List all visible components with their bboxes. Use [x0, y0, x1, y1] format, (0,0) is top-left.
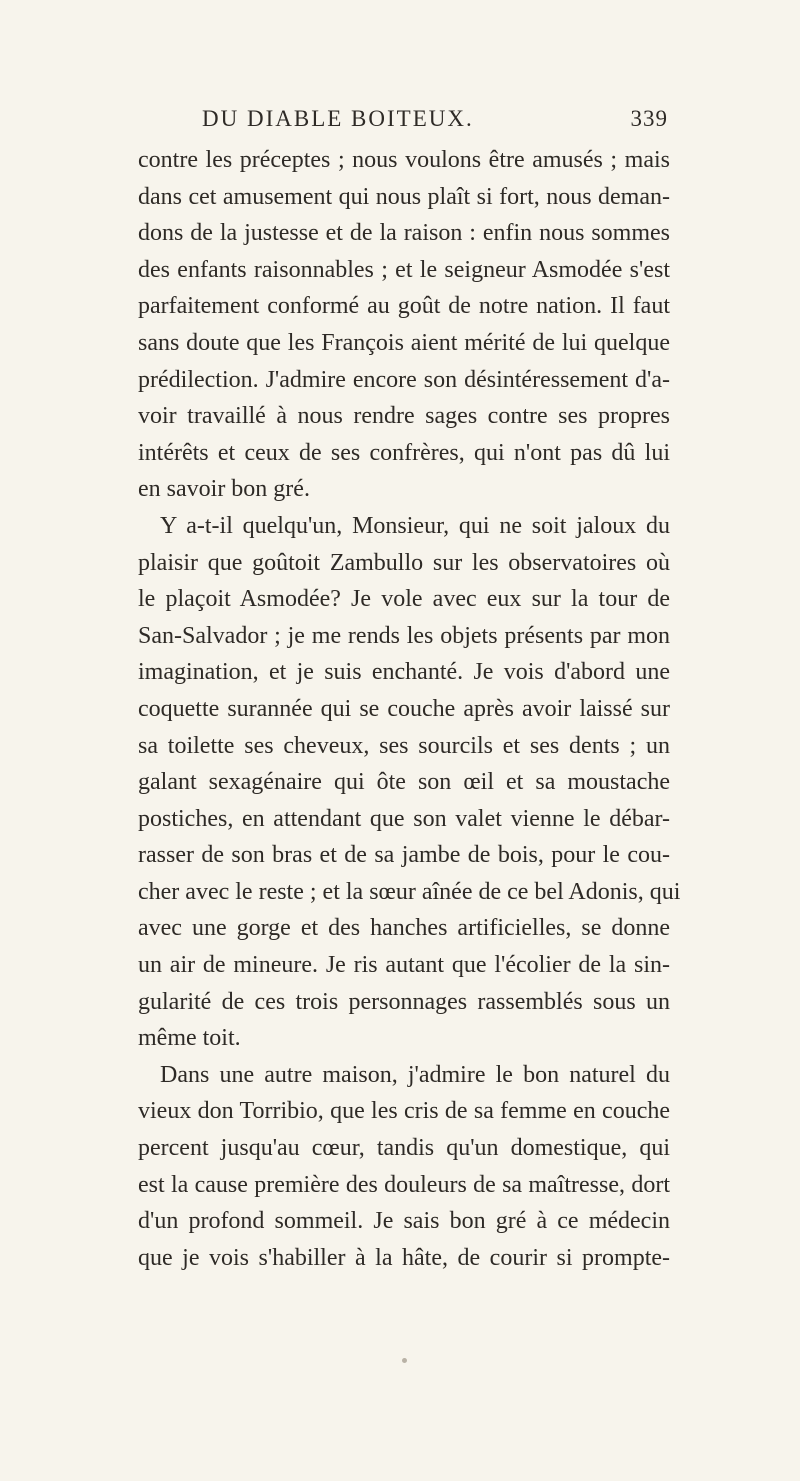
text-line: plaisir que goûtoit Zambullo sur les observatoires où	[138, 549, 670, 576]
text-line: intérêts et ceux de ses confrères, qui n'ont pas dû lui	[138, 439, 670, 466]
ink-speck	[402, 1358, 407, 1363]
running-title: DU DIABLE BOITEUX.	[202, 106, 474, 131]
text-line: parfaitement conformé au goût de notre nation. Il faut	[138, 293, 670, 320]
text-line: cher avec le reste ; et la sœur aînée de ce bel Adonis, qui	[138, 878, 681, 905]
text-line: contre les préceptes ; nous voulons être amusés ; mais	[138, 147, 670, 173]
text-line: rasser de son bras et de sa jambe de bois, pour le cou-	[138, 842, 670, 869]
text-line: sans doute que les François aient mérité de lui quelque	[138, 329, 670, 356]
text-line: dons de la justesse et de la raison : enfin nous sommes	[138, 220, 670, 247]
text-line: en savoir bon gré.	[138, 476, 310, 503]
paragraph-start-line: Y a-t-il quelqu'un, Monsieur, qui ne soit jaloux du	[160, 512, 670, 539]
text-line: prédilection. J'admire encore son désintéressement d'a-	[138, 366, 670, 393]
text-line: postiches, en attendant que son valet vienne le débar-	[138, 805, 670, 832]
text-line: avec une gorge et des hanches artificielles, se donne	[138, 915, 670, 942]
text-line: gularité de ces trois personnages rassemblés sous un	[138, 988, 670, 1015]
text-line: dans cet amusement qui nous plaît si fort, nous deman-	[138, 183, 670, 210]
text-line: percent jusqu'au cœur, tandis qu'un domestique, qui	[138, 1135, 670, 1162]
text-line: un air de mineure. Je ris autant que l'écolier de la sin-	[138, 952, 670, 979]
text-line: est la cause première des douleurs de sa maîtresse, dort	[138, 1171, 670, 1198]
text-line: coquette surannée qui se couche après avoir laissé sur	[138, 695, 670, 722]
text-line: le plaçoit Asmodée? Je vole avec eux sur la tour de	[138, 586, 670, 613]
text-line: voir travaillé à nous rendre sages contre ses propres	[138, 403, 670, 430]
text-line: San-Salvador ; je me rends les objets présents par mon	[138, 622, 670, 649]
text-line: que je vois s'habiller à la hâte, de courir si prompte-	[138, 1244, 670, 1271]
text-line: sa toilette ses cheveux, ses sourcils et ses dents ; un	[138, 732, 670, 759]
text-line: même toit.	[138, 1025, 241, 1052]
page-number: 339	[630, 106, 668, 131]
text-line: des enfants raisonnables ; et le seigneur Asmodée s'est	[138, 256, 670, 283]
text-line: vieux don Torribio, que les cris de sa femme en couche	[138, 1098, 670, 1125]
running-head	[138, 106, 668, 140]
paragraph-start-line: Dans une autre maison, j'admire le bon naturel du	[160, 1061, 670, 1088]
text-line: d'un profond sommeil. Je sais bon gré à ce médecin	[138, 1208, 670, 1235]
text-line: galant sexagénaire qui ôte son œil et sa moustache	[138, 769, 670, 796]
text-line: imagination, et je suis enchanté. Je vois d'abord une	[138, 659, 670, 686]
body-text	[138, 142, 681, 1276]
